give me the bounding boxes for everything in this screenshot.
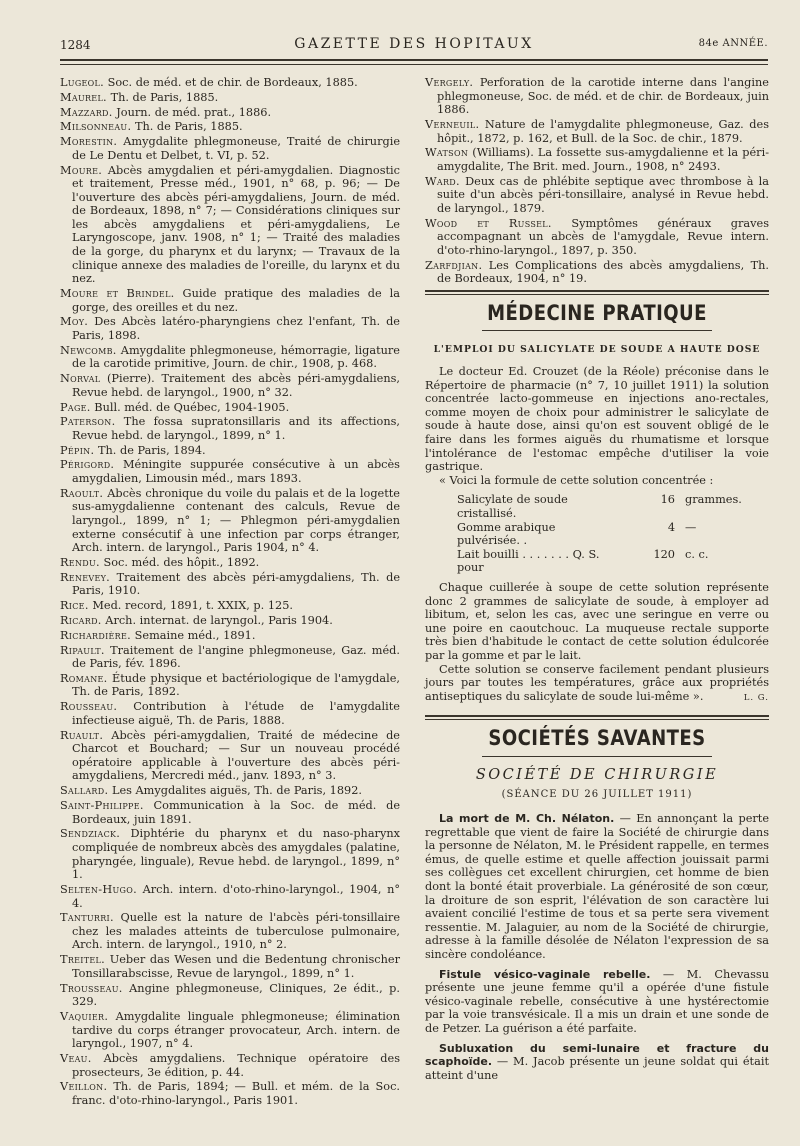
entry-text: Abcès péri-amygdalien, Traité de médecine de Charcot et Bouchard; — Sur un nouveau procédé opératoire applicable à l'ouverture des abcès péri-amygdaliens, Mercredi méd., janv. 1893, n° 3. <box>72 728 400 783</box>
paragraph-conservation <box>425 663 769 704</box>
section-title-societes: SOCIÉTÉS SAVANTES <box>488 726 706 751</box>
bibliography-entry <box>60 106 400 120</box>
entry-text: (Williams). La fossette sus-amygdalienne et la péri-amygdalite, The Brit. med. Journ., 1908, n° 2493. <box>437 146 770 173</box>
bibliography-entry <box>60 344 400 371</box>
entry-text: Les Amygdalites aiguës, Th. de Paris, 1892. <box>111 784 363 798</box>
entry-text: Traitement des abcès péri-amygdaliens, Th. de Paris, 1910. <box>72 570 401 598</box>
entry-author: Maurel. <box>60 90 107 104</box>
entry-text: Abcès amygdalien et péri-amygdalien. Diagnostic et traitement, Presse méd., 1901, n° 68, p. 96; — De l'ouverture des abcès péri-amygdaliens, Journ. de méd. de Bordeaux, 1898, n° 7; — Considérations cliniques sur les abcès amygdaliens et péri-amygdaliens, Le Laryngoscope, janv. 1908, n° 1; — Traité des maladies de la gorge, du pharynx et du larynx; — Travaux de la clinique annexe des maladies de l'oreille, du larynx et du nez. <box>72 163 400 286</box>
bibliography-entry <box>60 982 400 1009</box>
bibliography-entry <box>60 911 400 952</box>
entry-text: Bull. méd. de Québec, 1904-1905. <box>94 400 290 414</box>
entry-text: Communication à la Soc. de méd. de Bordeaux, juin 1891. <box>72 798 401 826</box>
bibliography-entry <box>425 217 769 258</box>
entry-author: Moure et Brindel. <box>60 287 175 301</box>
bibliography-entry <box>425 118 769 145</box>
paragraph-dosage: Chaque cuillerée à soupe de cette solution représente donc 2 grammes de salicylate de soude, à employer ad libitum, et, selon les cas, avec une seringue en verre ou une poire en caoutchouc. La muqueuse rectale supporte très bien d'habitude le contact de cette solution édulcorée par la gomme et par le lait. <box>425 580 769 662</box>
bibliography-right-list <box>425 76 769 286</box>
bibliography-entry <box>60 76 400 90</box>
entry-author: Norval <box>60 372 101 386</box>
bibliography-entry <box>60 883 400 910</box>
entry-author: Wood et Russel. <box>425 216 552 230</box>
entry-author: Paterson. <box>60 415 116 429</box>
entry-author: Pépin. <box>60 443 95 457</box>
paragraph-intro: Le docteur Ed. Crouzet (de la Réole) préconise dans le Répertoire de pharmacie (n° 7, 10 juillet 1911) la solution concentrée lacto-gommeuse en injections ano-rectales, comme moyen de choix pour administrer le salicylate de soude à haute dose, ainsi qu'on est souvent obligé de le faire dans les formes aiguës du rhumatisme et lorsque l'intolérance de l'estomac empêche d'utiliser la voie gastrique. <box>425 365 769 474</box>
entry-text: Semaine méd., 1891. <box>134 628 256 642</box>
entry-author: Vergely. <box>425 76 474 89</box>
bibliography-entry <box>60 953 400 980</box>
entry-author: Saint-Philippe. <box>60 798 144 812</box>
formula-row <box>457 548 769 575</box>
entry-author: Ricard. <box>60 613 102 627</box>
bibliography-entry <box>60 135 400 162</box>
ingredient-name: Gomme arabique pulvérisée. . <box>457 520 556 548</box>
bibliography-entry <box>60 458 400 485</box>
entry-text: (Pierre). Traitement des abcès péri-amygdaliens, Revue hebd. de laryngol., 1900, n° 32. <box>72 372 401 399</box>
bibliography-entry <box>60 629 400 643</box>
bibliography-entry <box>60 614 400 628</box>
entry-author: Périgord. <box>60 458 115 472</box>
entry-author: Sallard. <box>60 784 109 798</box>
entry-author: Zarfdjian. <box>425 258 483 272</box>
bibliography-entry <box>60 784 400 798</box>
ingredient-unit: c. c. <box>685 547 709 561</box>
entry-author: Sendziack. <box>60 827 121 841</box>
entry-author: Lugeol. <box>60 76 105 89</box>
entry-author: Renevey. <box>60 570 111 584</box>
entry-text: Étude physique et bactériologique de l'amygdale, Th. de Paris, 1892. <box>72 671 400 699</box>
entry-author: Verneuil. <box>425 117 480 131</box>
entry-text: Amygdalite phlegmoneuse, hémorragie, ligature de la carotide primitive, Journ. de chir., 1908, p. 468. <box>72 343 400 371</box>
entry-text: The fossa supratonsillaris and its affections, Revue hebd. de laryngol., 1899, n° 1. <box>72 415 400 442</box>
society-title: SOCIÉTÉ DE CHIRURGIE <box>475 766 719 783</box>
title-underline <box>482 756 712 757</box>
bibliography-entry <box>60 599 400 613</box>
entry-text: Nature de l'amygdalite phlegmoneuse, Gaz. des hôpit., 1872, p. 162, et Bull. de la Soc. de chir., 1879. <box>437 117 770 145</box>
entry-author: Rice. <box>60 599 89 613</box>
entry-text: Th. de Paris, 1894. <box>97 443 206 457</box>
bibliography-entry <box>425 175 769 216</box>
ingredient-name: Salicylate de soude cristallisé. <box>457 493 568 520</box>
entry-text: Arch. internat. de laryngol., Paris 1904. <box>105 613 333 627</box>
entry-text: Journ. de méd. prat., 1886. <box>116 105 272 119</box>
formula-row <box>457 493 769 520</box>
item-subluxation <box>425 1042 769 1083</box>
entry-text: Th. de Paris, 1885. <box>134 120 243 134</box>
conservation-text: Cette solution se conserve facilement pendant plusieurs jours par toutes les températures, grâce aux propriétés antiseptiques du salicylate de soude lui-même ». <box>425 662 769 703</box>
bibliography-entry <box>60 1010 400 1051</box>
bibliography-entry <box>60 401 400 415</box>
bibliography-entry <box>60 556 400 570</box>
entry-author: Treitel. <box>60 953 106 967</box>
section-rule-double <box>425 715 769 717</box>
entry-author: Newcomb. <box>60 343 117 357</box>
item-lead: Fistule vésico-vaginale rebelle. <box>439 967 651 981</box>
bibliography-entry <box>60 1052 400 1079</box>
entry-author: Richardière. <box>60 628 132 642</box>
bibliography-entry <box>60 315 400 342</box>
entry-text: Th. de Paris, 1885. <box>110 90 219 104</box>
entry-text: Soc. de méd. et de chir. de Bordeaux, 1885. <box>107 76 358 89</box>
item-fistule <box>425 968 769 1036</box>
entry-author: Moure. <box>60 163 103 177</box>
page-number: 1284 <box>60 38 91 52</box>
bibliography-entry <box>60 1080 400 1107</box>
entry-text: Deux cas de phlébite septique avec thrombose à la suite d'un abcès péri-tonsillaire, analysé in Revue hebd. de laryngol., 1879. <box>437 174 769 215</box>
bibliography-entry <box>60 644 400 671</box>
bibliography-entry <box>60 700 400 727</box>
entry-author: Selten-Hugo. <box>60 882 137 896</box>
entry-author: Watson <box>425 146 469 160</box>
entry-author: Mazzard. <box>60 105 113 119</box>
item-text: — M. Jacob présente un jeune soldat qui était atteint d'une <box>425 1055 769 1082</box>
item-lead: La mort de M. Ch. Nélaton. <box>439 812 615 826</box>
bibliography-entry <box>60 799 400 826</box>
bibliography-entry <box>60 372 400 399</box>
entry-text: Ueber das Wesen und die Bedentung chronischer Tonsillarabscisse, Revue de laryngol., 1899, n° 1. <box>72 953 400 980</box>
entry-author: Raoult. <box>60 486 104 500</box>
item-text: — En annonçant la perte regrettable que vient de faire la Société de chirurgie dans la personne de Nélaton, M. le Président rappelle, en termes émus, de quelle estime et quelle affection jouissait parmi ses collègues cet excellent chirurgien, cet homme de bien dont la bonté était proverbiale. La générosité de son cœur, la droiture de son esprit, l'élévation de son caractère lui avaient concilié l'estime de tous et sa perte sera vivement ressentie. M. Jalaguier, au nom de la Société de chirurgie, adresse à la famille désolée de Nélaton l'expression de sa sincère condoléance. <box>425 812 770 961</box>
bibliography-entry <box>60 444 400 458</box>
entry-text: Des Abcès latéro-pharyngiens chez l'enfant, Th. de Paris, 1898. <box>72 315 400 342</box>
article-title: L'EMPLOI DU SALICYLATE DE SOUDE A HAUTE DOSE <box>433 344 761 356</box>
year-label: 84e ANNÉE. <box>698 38 768 49</box>
bibliography-entry <box>425 146 769 173</box>
entry-text: Angine phlegmoneuse, Cliniques, 2e édit., p. 329. <box>72 981 401 1009</box>
entry-author: Rousseau. <box>60 700 118 714</box>
entry-author: Page. <box>60 400 91 414</box>
ingredient-qty: 120 <box>653 547 675 561</box>
ingredient-qty: 4 <box>667 520 675 534</box>
bibliography-entry <box>60 164 400 286</box>
entry-author: Vaquier. <box>60 1010 109 1023</box>
entry-text: Symptômes généraux graves accompagnant un abcès de l'amygdale, Revue intern. d'oto-rhino-laryngol., 1897, p. 350. <box>437 216 769 257</box>
bibliography-entry <box>60 91 400 105</box>
entry-text: Diphtérie du pharynx et du naso-pharynx compliquée de nombreux abcès des amygdales (palatine, pharyngée, linguale), Revue hebd. de laryngol., 1899, n° 1. <box>72 827 400 882</box>
header-rule-thin <box>60 64 768 65</box>
entry-text: Abcès amygdaliens. Technique opératoire des prosecteurs, 3e édition, p. 44. <box>72 1051 400 1079</box>
bibliography-entry <box>60 571 400 598</box>
entry-author: Romane. <box>60 671 108 685</box>
item-lead: Subluxation du semi-lunaire et fracture du scaphoïde. <box>425 1041 769 1069</box>
entry-text: Guide pratique des maladies de la gorge, des oreilles et du nez. <box>72 287 400 314</box>
bibliography-entry <box>60 729 400 783</box>
entry-author: Milsonneau. <box>60 120 132 134</box>
entry-text: Arch. intern. d'oto-rhino-laryngol., 1904, n° 4. <box>72 882 400 910</box>
entry-text: Soc. méd. des hôpit., 1892. <box>103 556 260 569</box>
bibliography-entry <box>60 287 400 314</box>
section-rule-single <box>425 719 769 720</box>
section-rule-single <box>425 294 769 295</box>
title-underline <box>482 330 712 331</box>
entry-author: Ward. <box>425 174 460 188</box>
bibliography-entry <box>60 120 400 134</box>
entry-text: Abcès chronique du voile du palais et de la logette sus-amygdalienne contenant des calculs, Revue de laryngol., 1899, n° 1; — Phlegmon péri-amygdalien externe consécutif à une infection par corps étranger, Arch. intern. de laryngol., Paris 1904, n° 4. <box>72 486 400 555</box>
paragraph-formula-intro: « Voici la formule de cette solution concentrée : <box>439 473 714 487</box>
entry-text: Amygdalite linguale phlegmoneuse; élimination tardive du corps étranger provocateur, Arch. intern. de laryngol., 1907, n° 4. <box>72 1010 400 1051</box>
item-text: — M. Chevassu présente une jeune femme qu'il a opérée d'une fistule vésico-vaginale rebelle, consécutive à une hystérectomie par la voie transvésicale. Il a mis un drain et une sonde de de Petzer. La guérison a été parfaite. <box>425 967 769 1035</box>
entry-author: Trousseau. <box>60 981 123 995</box>
entry-text: Quelle est la nature de l'abcès péri-tonsillaire chez les malades atteints de tuberculose pulmonaire, Arch. intern. de laryngol., 1910, n° 2. <box>72 911 401 952</box>
entry-author: Morestin. <box>60 135 118 149</box>
bibliography-entry <box>60 672 400 699</box>
bibliography-entry <box>425 76 769 117</box>
entry-text: Th. de Paris, 1894; — Bull. et mém. de la Soc. franc. d'oto-rhino-laryngol., Paris 1901. <box>72 1080 401 1107</box>
page-header <box>60 34 768 54</box>
entry-author: Ripault. <box>60 643 105 657</box>
header-rule-thick <box>60 59 768 61</box>
entry-author: Veau. <box>60 1051 92 1065</box>
ingredient-unit: grammes. <box>685 493 742 507</box>
bibliography-entry <box>60 827 400 881</box>
entry-text: Méningite suppurée consécutive à un abcès amygdalien, Limousin méd., mars 1893. <box>72 458 400 486</box>
section-rule-double <box>425 290 769 292</box>
author-signature: L. G. <box>743 692 769 703</box>
entry-text: Amygdalite phlegmoneuse, Traité de chirurgie de Le Dentu et Delbet, t. VI, p. 52. <box>72 135 401 162</box>
entry-text: Perforation de la carotide interne dans l'angine phlegmoneuse, Soc. de méd. et de chir. de Bordeaux, juin 1886. <box>437 76 769 117</box>
ingredient-unit: — <box>685 520 697 534</box>
item-nelaton <box>425 812 769 962</box>
right-column <box>425 76 769 1082</box>
entry-text: Med. record, 1891, t. XXIX, p. 125. <box>92 599 293 613</box>
bibliography-left-column <box>60 76 400 1109</box>
entry-author: Tanturri. <box>60 911 114 925</box>
formula-row <box>457 521 769 548</box>
entry-author: Moy. <box>60 315 89 329</box>
entry-author: Rendu. <box>60 556 100 569</box>
entry-text: Contribution à l'étude de l'amygdalite infectieuse aiguë, Th. de Paris, 1888. <box>72 700 400 727</box>
session-date: (SÉANCE DU 26 JUILLET 1911) <box>501 789 693 801</box>
entry-author: Ruault. <box>60 728 104 742</box>
bibliography-entry <box>60 415 400 442</box>
formula-table <box>457 493 769 575</box>
entry-text: Les Complications des abcès amygdaliens, Th. de Bordeaux, 1904, n° 19. <box>437 258 770 286</box>
ingredient-qty: 16 <box>660 493 675 507</box>
entry-author: Veillon. <box>60 1080 108 1094</box>
bibliography-entry <box>60 487 400 555</box>
ingredient-name: Lait bouilli . . . . . . . Q. S. pour <box>457 547 600 575</box>
bibliography-entry <box>425 259 769 286</box>
section-title-medecine: MÉDECINE PRATIQUE <box>487 300 707 325</box>
entry-text: Traitement de l'angine phlegmoneuse, Gaz. méd. de Paris, fév. 1896. <box>72 643 401 671</box>
journal-title: GAZETTE DES HOPITAUX <box>294 36 534 52</box>
